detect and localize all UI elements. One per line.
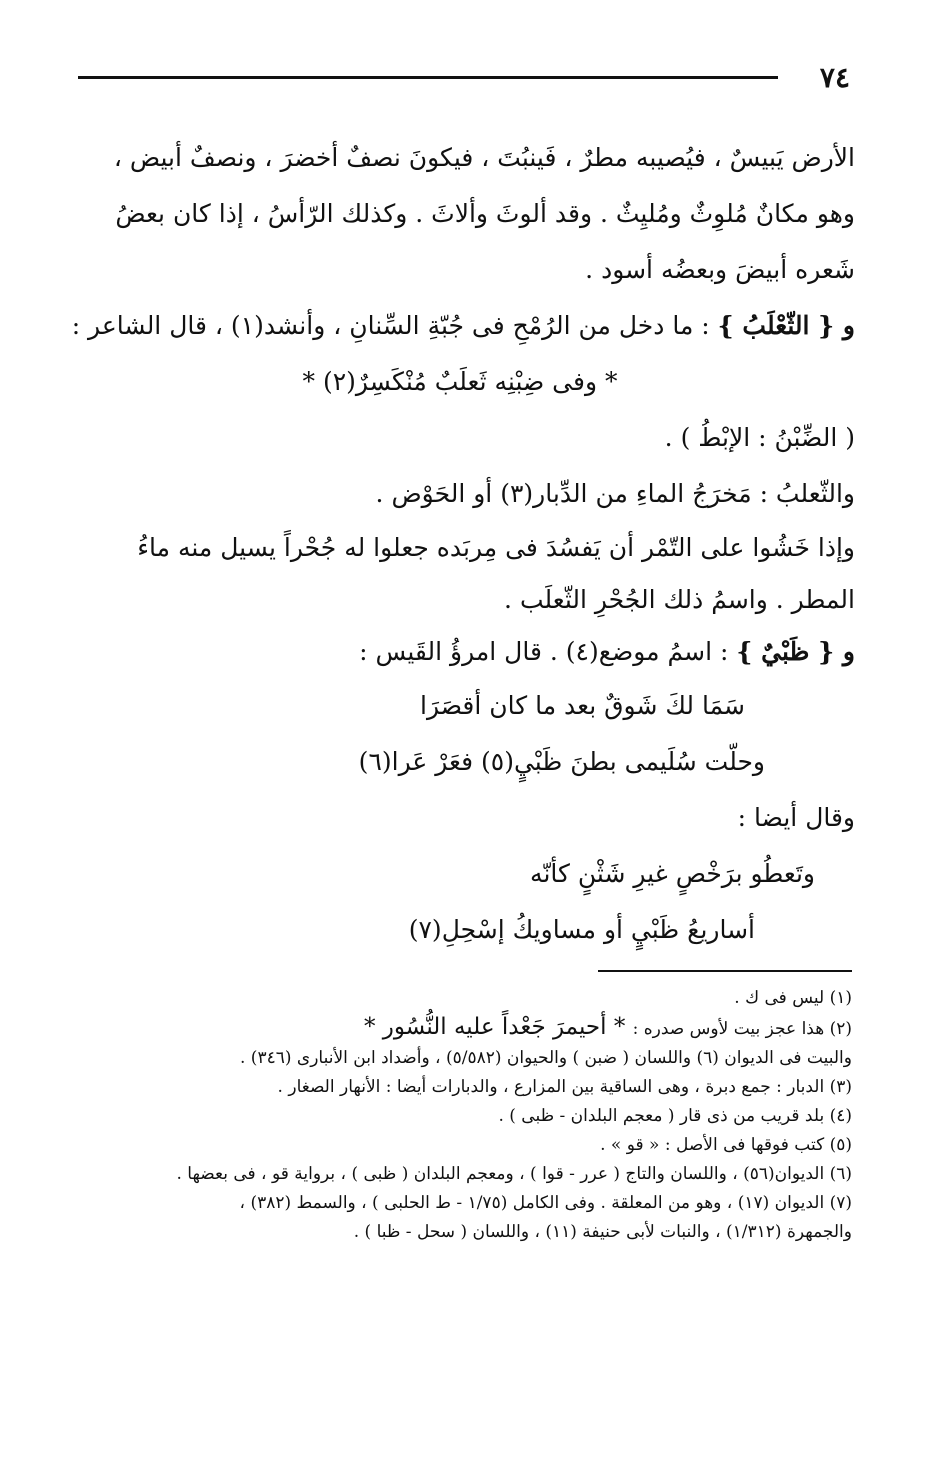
footnote-rule — [598, 970, 852, 972]
verse1-line2-part2: فعَرْ عَرا — [391, 747, 481, 776]
thalab-water — [65, 466, 855, 522]
entry-zabyi-text: : اسمُ موضع — [598, 637, 737, 666]
header-rule — [78, 76, 778, 79]
footnote-ref-5: (٥) — [481, 747, 514, 776]
footnote-6: (٦) الديوان(٥٦) ، واللسان والتاج ( عرر - قوا ) ، ومعجم البلدان ( ظبى ) ، برواية قو ، فى بعضها . — [176, 1164, 852, 1184]
footnote-4: (٤) بلد قريب من ذى قار ( معجم البلدان - ظبى ) . — [498, 1106, 852, 1126]
body-line-1: الأرض يَبيسٌ ، فيُصيبه مطرٌ ، فَينبُتَ ، فيكونَ نصفٌ أخضرَ ، ونصفٌ أبيض ، — [113, 143, 855, 172]
body-line-2: وهو مكانٌ مُلوِثٌ ومُليِثٌ . وقد ألوثَ وألاثَ . وكذلك الرّأسُ ، إذا كان بعضُ — [115, 199, 855, 228]
verse2-line2 — [65, 902, 855, 958]
entry-zabyi-tail: . قال امرؤُ القَيس : — [359, 637, 566, 666]
footnote-2 — [60, 1013, 852, 1044]
khashu-line-1: وإذا خَشُوا على التّمْر أن يَفسُدَ فى مِربَده جعلوا له جُحْراً يسيل منه ماءُ — [137, 533, 855, 562]
thalab-water-text: والثّعلبُ : مَخرَجُ الماءِ من الدِّبار — [533, 479, 855, 508]
footnote-ref-1: (١) — [230, 311, 264, 340]
footnote-ref-7: (٧) — [408, 915, 442, 944]
footnote-2-verse: * أحيمرَ جَعْداً عليه النُّسُور * — [364, 1014, 633, 1040]
page-number: ٧٤ — [819, 61, 850, 94]
thalab-water-tail: أو الحَوْض . — [375, 479, 501, 508]
entry-thalab-head: و { الثّعْلَبُ } — [717, 311, 855, 340]
footnotes — [60, 984, 852, 1247]
entry-thalab-text: : ما دخل من الرُمْحِ فى جُبّةِ السِّنانِ ، وأنشد — [263, 311, 718, 340]
qala-aydan: وقال أيضا : — [737, 803, 855, 832]
footnote-3: (٣) الدبار : جمع دبرة ، وهى الساقية بين المزارع ، والدبارات أيضا : الأنهار الصغار . — [277, 1077, 852, 1097]
entry-thalab-tail: ، قال الشاعر : — [71, 311, 231, 340]
gloss-dibn: ( الضِّبْنُ : الإبْطُ ) . — [664, 423, 855, 452]
footnote-2-intro: (٢) هذا عجز بيت لأوس صدره : — [632, 1019, 852, 1039]
footnote-ref-6: (٦) — [358, 747, 392, 776]
footnote-ref-2: (٢) — [322, 367, 356, 396]
verse1-line1: سَمَا لكَ شَوقٌ بعد ما كان أقصَرَا — [420, 691, 745, 720]
footnote-1: (١) ليس فى ك . — [734, 988, 852, 1008]
verse2-line1: وتَعطُو برَخْصٍ غيرِ شَثْنٍ كأنّه — [530, 859, 815, 888]
verse2-line2-text: أساريعُ ظَبْيٍ أو مساويكُ إسْحِلِ — [441, 915, 755, 944]
entry-zabyi — [65, 626, 855, 678]
verse1-line2-part1: وحلّت سُلَيمى بطنَ ظَبْيٍ — [513, 747, 765, 776]
verse-thalab-text: * وفى ضِبْنِه ثَعلَبٌ مُنْكَسِرٌ — [355, 367, 618, 396]
footnote-5: (٥) كتب فوقها فى الأصل : « قو » . — [600, 1135, 852, 1155]
footnote-ref-3: (٣) — [500, 479, 534, 508]
footnote-2-cont: والبيت فى الديوان (٦) واللسان ( ضبن ) والحيوان (٥/٥٨٢) ، وأضداد ابن الأنبارى (٣٤٦) . — [240, 1048, 852, 1068]
body-line-3: شَعره أبيضَ وبعضُه أسود . — [585, 255, 855, 284]
footnote-7-cont: والجمهرة (١/٣١٢) ، والنبات لأبى حنيفة (١١) ، واللسان ( سحل - ظبا ) . — [353, 1222, 852, 1242]
page-header — [70, 60, 850, 100]
khashu-line-2: المطر . واسمُ ذلك الجُحْرِ الثّعلَب . — [504, 585, 855, 614]
footnote-7: (٧) الديوان (١٧) ، وهو من المعلقة . وفى الكامل (١/٧٥ - ط الحلبى ) ، والسمط (٣٨٢) ، — [239, 1193, 852, 1213]
verse1-line2 — [65, 734, 855, 790]
verse-thalab-tail: * — [302, 367, 323, 396]
main-text — [65, 130, 855, 958]
verse-thalab — [65, 354, 855, 410]
entry-zabyi-head: و { ظَبْيٌ } — [736, 637, 855, 666]
entry-thalab — [65, 298, 855, 354]
footnote-ref-4: (٤) — [565, 637, 599, 666]
